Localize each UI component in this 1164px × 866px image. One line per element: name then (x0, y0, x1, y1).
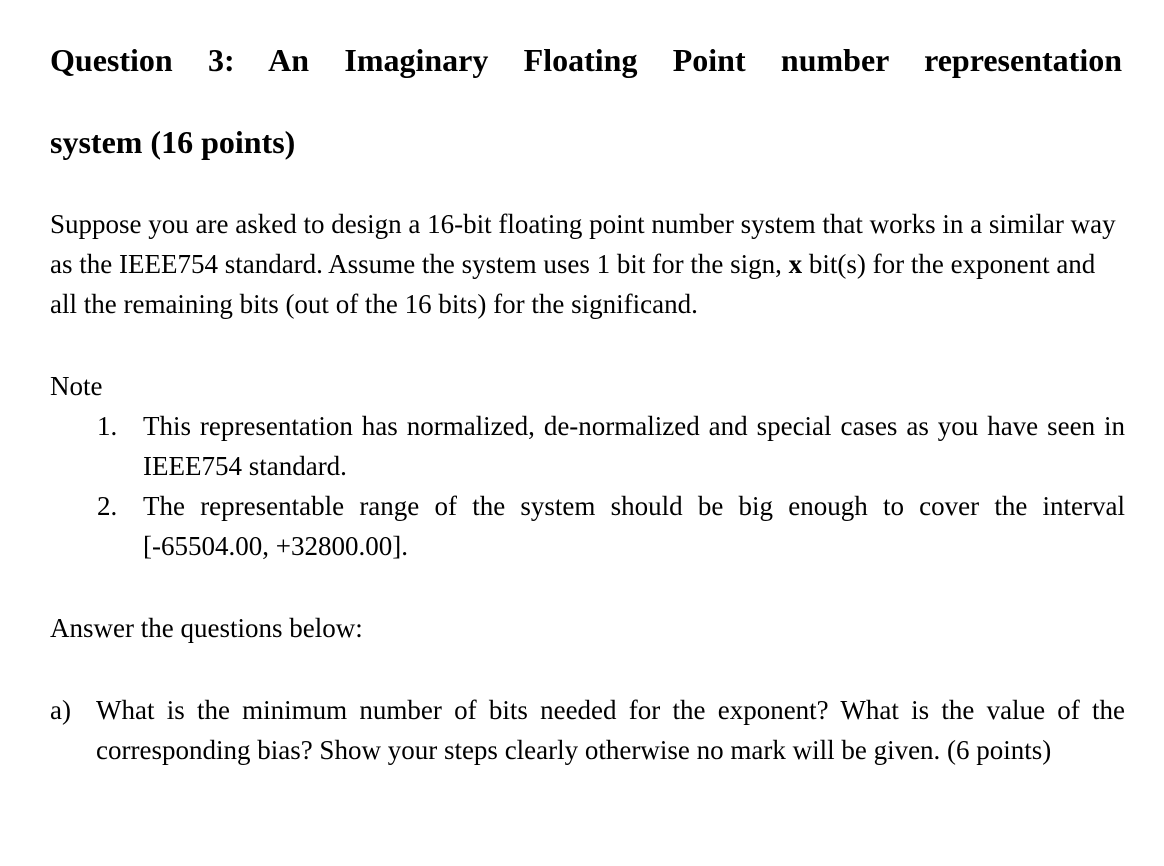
note-item-text: The representable range of the system should be big enough to cover the interval [-65504.00, +32800.00]. (143, 491, 1125, 561)
intro-text-part-1: Suppose you are asked to design a 16-bit floating point number system that works in a similar way as the IEEE754 standard. Assume the system uses 1 bit for the sign, (50, 209, 1116, 279)
answer-prompt: Answer the questions below: (50, 613, 363, 643)
note-label: Note (50, 371, 103, 401)
intro-text-part-2: bit(s) for the exponent and all the remaining bits (out of the 16 bits) for the significand. (50, 249, 1096, 319)
note-item-text: This representation has normalized, de-normalized and special cases as you have seen in IEEE754 standard. (143, 411, 1125, 481)
note-item-2 (50, 486, 1125, 566)
question-label: a) (50, 695, 71, 725)
question-title-line-1: Question 3: An Imaginary Floating Point number representation (50, 42, 1122, 78)
question-a (50, 690, 1125, 770)
question-text: What is the minimum number of bits needed for the exponent? What is the value of the corresponding bias? Show your steps clearly otherwise no mark will be given. (6 points) (96, 695, 1125, 765)
note-item-number: 1. (97, 411, 118, 441)
note-item-1 (50, 406, 1125, 486)
intro-variable-x: x (788, 249, 803, 279)
intro-paragraph (50, 204, 1125, 324)
note-item-number: 2. (97, 491, 118, 521)
note-list (50, 406, 1125, 566)
question-title-line-2: system (16 points) (50, 124, 296, 160)
